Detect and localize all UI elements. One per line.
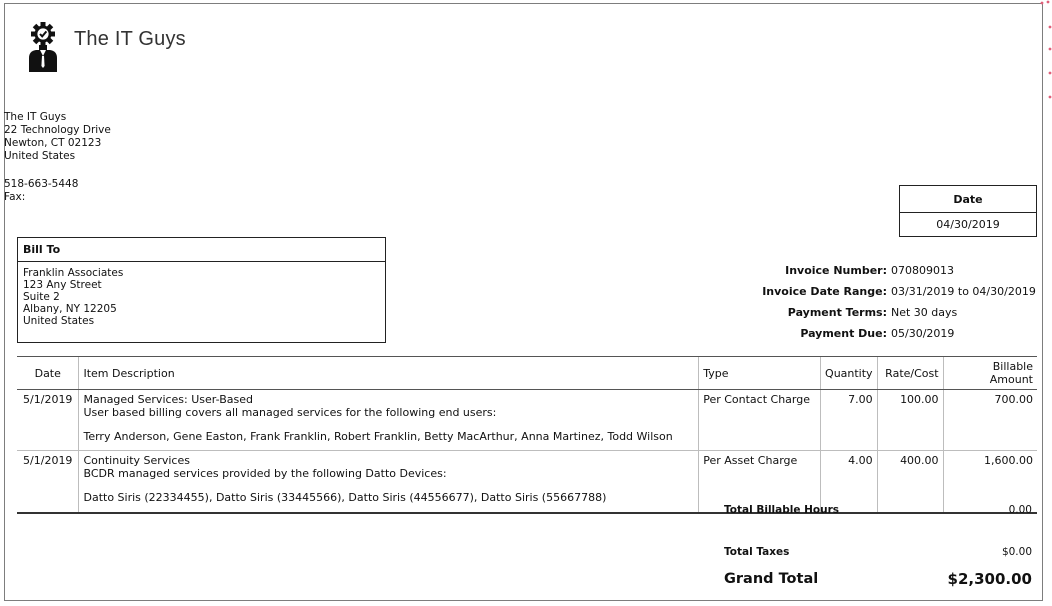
line-items-table [17, 356, 1037, 514]
total-taxes-label: Total Taxes [724, 546, 790, 558]
bill-to-line: Albany, NY 12205 [23, 303, 117, 315]
address-line: Newton, CT 02123 [4, 137, 102, 149]
date-value: 04/30/2019 [936, 218, 1000, 231]
invoice-number-row [762, 260, 1030, 281]
tech-support-person-icon [25, 20, 61, 72]
bill-to-line: 123 Any Street [23, 279, 102, 291]
meta-label: Invoice Date Range: [762, 285, 887, 298]
meta-value: 05/30/2019 [891, 327, 955, 340]
column-header: Quantity [821, 357, 878, 390]
bill-to-line: Suite 2 [23, 291, 60, 303]
column-header: Rate/Cost [877, 357, 943, 390]
item-detail: Terry Anderson, Gene Easton, Frank Franklin, Robert Franklin, Betty MacArthur, Anna Martinez, Todd Wilson [83, 430, 673, 443]
row-description [79, 390, 699, 451]
company-address [4, 111, 111, 163]
invoice-meta [762, 260, 1036, 344]
table-row [17, 451, 1037, 513]
row-date: 5/1/2019 [17, 390, 79, 451]
invoice-date-box [899, 185, 1037, 237]
invoice-page [4, 3, 1043, 601]
row-amount: 1,600.00 [943, 451, 1037, 513]
table-header-row [17, 357, 1037, 390]
meta-value: 070809013 [891, 264, 954, 277]
address-line: The IT Guys [4, 111, 67, 123]
payment-due-row [762, 323, 1030, 344]
column-header: Type [699, 357, 821, 390]
row-rate: 100.00 [877, 390, 943, 451]
meta-value: Net 30 days [891, 306, 958, 319]
company-logo-name: The IT Guys [74, 28, 186, 50]
item-subtitle: User based billing covers all managed services for the following end users: [83, 405, 497, 419]
total-taxes-value: $0.00 [1001, 546, 1032, 558]
grand-total-label: Grand Total [724, 571, 819, 587]
item-title: Managed Services: User-Based [83, 393, 253, 406]
row-rate: 400.00 [877, 451, 943, 513]
company-contact [4, 178, 78, 204]
table-row [17, 390, 1037, 451]
row-type: Per Contact Charge [699, 390, 821, 451]
column-header: Billable Amount [943, 357, 1037, 390]
meta-label: Payment Due: [800, 327, 887, 340]
meta-label: Payment Terms: [787, 306, 887, 319]
invoice-date-range-row [762, 281, 1036, 302]
column-header: Date [17, 357, 79, 390]
column-header: Item Description [79, 357, 699, 390]
date-header: Date [900, 186, 1036, 213]
bill-to-header: Bill To [18, 238, 385, 262]
address-line: United States [4, 150, 76, 162]
row-quantity: 4.00 [821, 451, 878, 513]
total-billable-hours-value: 0.00 [1008, 504, 1032, 516]
item-detail: Datto Siris (22334455), Datto Siris (33445566), Datto Siris (44556677), Datto Siris (55667788) [83, 491, 607, 504]
address-line: 22 Technology Drive [4, 124, 111, 136]
row-date: 5/1/2019 [17, 451, 79, 513]
meta-value: 03/31/2019 to 04/30/2019 [891, 285, 1036, 298]
total-billable-hours-label: Total Billable Hours [724, 504, 840, 516]
row-description [79, 451, 699, 513]
payment-terms-row [762, 302, 1030, 323]
bill-to-line: Franklin Associates [23, 267, 124, 279]
company-phone: 518-663-5448 [4, 178, 79, 190]
bill-to-address [18, 262, 385, 332]
bill-to-box [17, 237, 386, 343]
decorative-dots [1040, 0, 1052, 110]
row-amount: 700.00 [943, 390, 1037, 451]
grand-total-value: $2,300.00 [947, 570, 1032, 588]
company-fax: Fax: [4, 191, 26, 203]
bill-to-line: United States [23, 315, 95, 327]
row-quantity: 7.00 [821, 390, 878, 451]
item-title: Continuity Services [83, 454, 190, 467]
row-type: Per Asset Charge [699, 451, 821, 513]
item-subtitle: BCDR managed services provided by the following Datto Devices: [83, 466, 447, 480]
meta-label: Invoice Number: [785, 264, 887, 277]
